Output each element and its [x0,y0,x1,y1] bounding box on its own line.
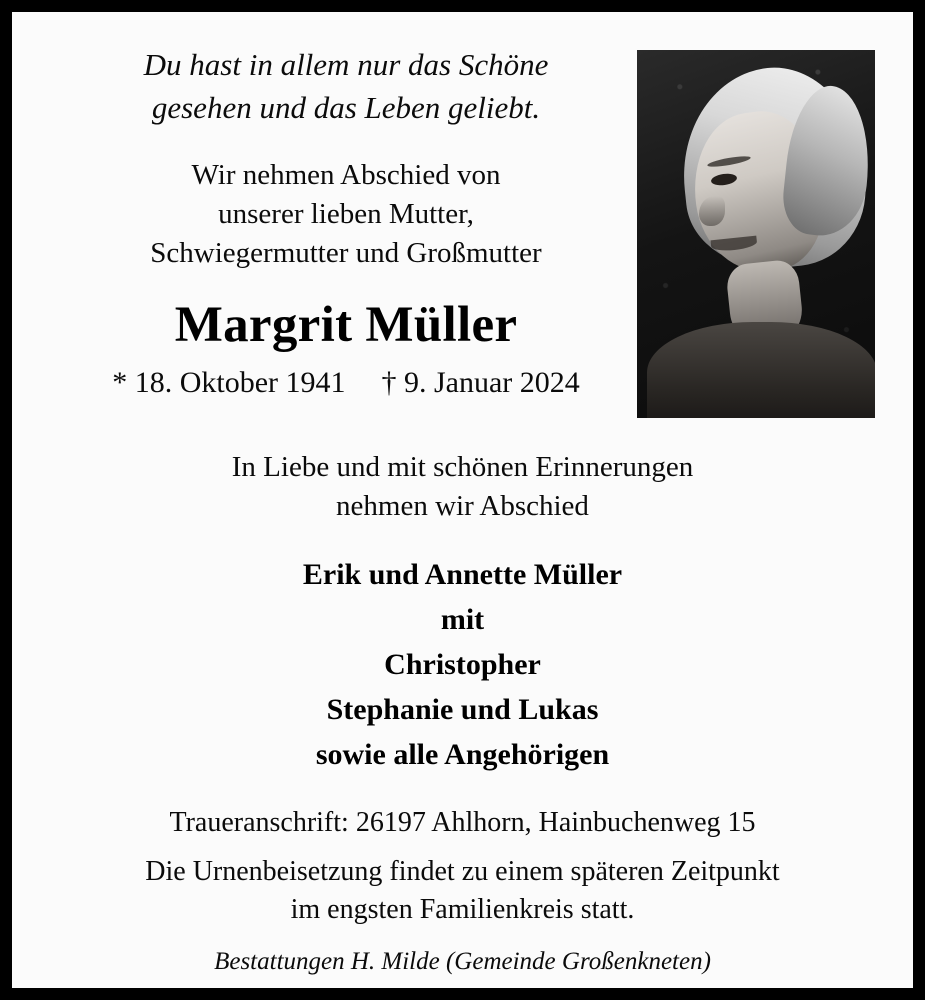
epitaph-quote [46,44,646,130]
intro-line-2: unserer lieben Mutter, [218,197,474,230]
family-line-5: sowie alle Angehörigen [315,738,610,772]
life-dates [46,366,646,400]
memory-line-2: nehmen wir Abschied [336,490,589,523]
deceased-name: Margrit Müller [174,296,518,353]
intro-line-1: Wir nehmen Abschied von [191,158,501,191]
notice-line-1: Die Urnenbeisetzung findet zu einem späteren Zeitpunkt [145,856,780,888]
undertaker-credit: Bestattungen H. Milde (Gemeinde Großenkneten) [214,948,711,976]
upper-text-column [46,44,646,400]
family-line-1: Erik und Annette Müller [302,558,623,592]
obituary-card [12,12,913,988]
intro-line-3: Schwiegermutter und Großmutter [150,237,542,270]
quote-line-1: Du hast in allem nur das Schöne [143,47,549,82]
birth-date: * 18. Oktober 1941 [112,365,346,399]
memory-line-1: In Liebe und mit schönen Erinnerungen [231,451,694,483]
quote-line-2: gesehen und das Leben geliebt. [151,89,541,125]
photo-nose-shape [699,196,725,226]
notice-line-2: im engsten Familienkreis statt. [290,893,635,925]
family-line-2: mit [440,603,485,637]
memory-text [46,448,879,526]
funeral-notice [46,853,879,928]
family-line-3: Christopher [384,648,541,682]
introduction-text [46,156,646,274]
mourning-address: Traueranschrift: 26197 Ahlhorn, Hainbuchenweg 15 [169,807,756,839]
family-names [46,552,879,777]
portrait-photo [637,50,875,418]
death-date: † 9. Januar 2024 [381,365,580,399]
family-line-4: Stephanie und Lukas [326,693,599,727]
header-area [46,44,879,414]
photo-shoulder-shape [647,322,875,418]
